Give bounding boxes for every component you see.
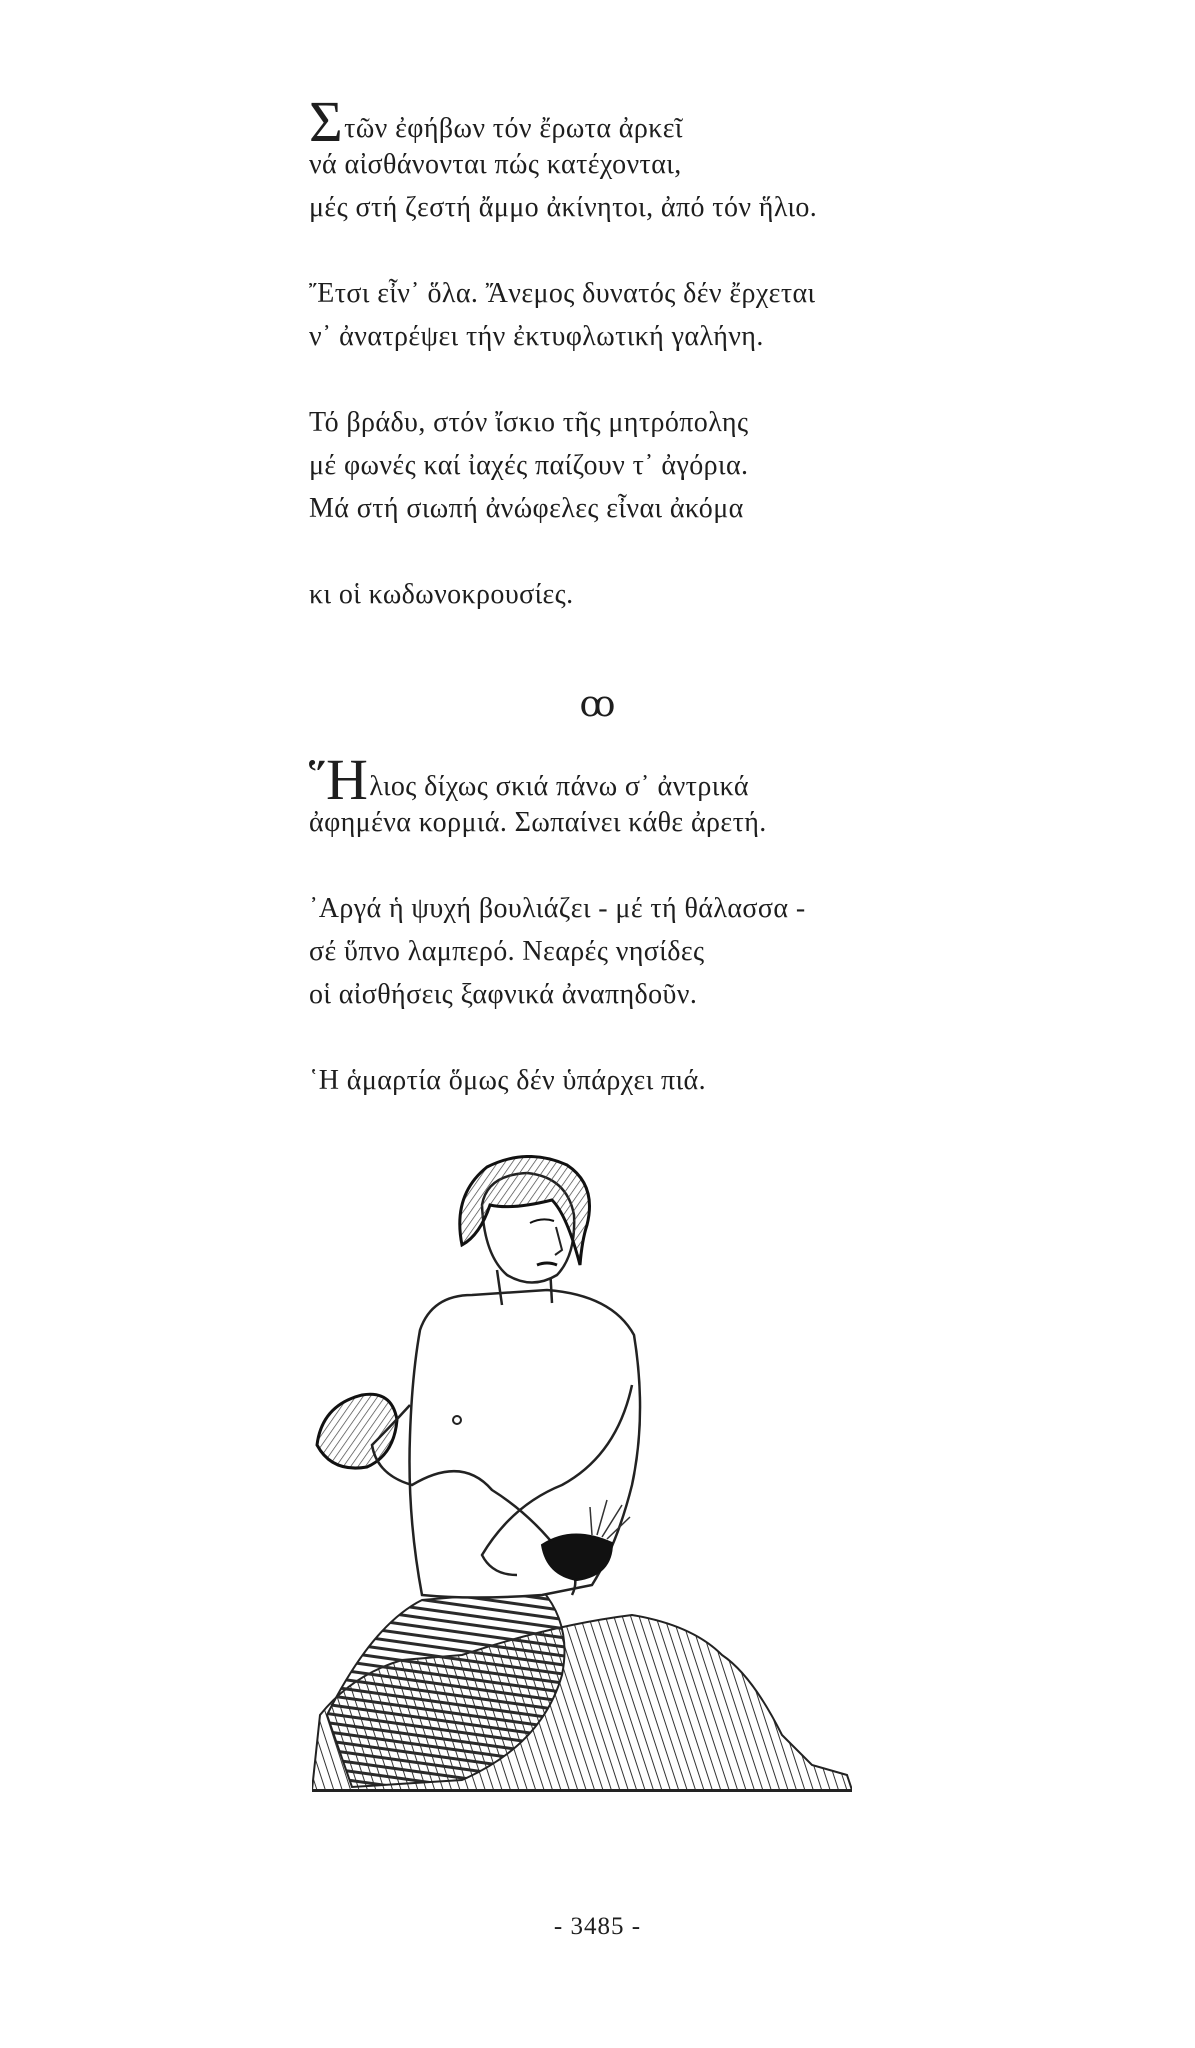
- poem-line: Τό βράδυ, στόν ἴσκιο τῆς μητρόπολης: [309, 407, 749, 438]
- stanza-break: [309, 530, 1009, 573]
- poem-line: Μά στή σιωπή ἀνώφελες εἶναι ἀκόμα: [309, 493, 744, 524]
- page-number: - 3485 -: [553, 1913, 642, 1940]
- poem-line: [309, 89, 1009, 154]
- poem-two: [309, 747, 1009, 1102]
- poem-line: Ἔτσι εἶν᾽ ὅλα. Ἄνεμος δυνατός δέν ἔρχεται: [309, 278, 816, 309]
- poem-line-text: τῶν ἐφήβων τόν ἔρωτα ἀρκεῖ: [344, 113, 683, 144]
- poem-line: μέ φωνές καί ἰαχές παίζουν τ᾽ ἀγόρια.: [309, 450, 749, 481]
- poem-line: μές στή ζεστή ἄμμο ἀκίνητοι, ἀπό τόν ἥλιο.: [309, 192, 818, 223]
- poem-line: σέ ὕπνο λαμπερό. Νεαρές νησίδες: [309, 936, 705, 967]
- drop-cap-initial: Σ: [309, 89, 344, 154]
- drop-cap-initial: Ἥ: [309, 747, 369, 812]
- poem-line: [309, 747, 1009, 812]
- poem-line: κι οἱ κωδωνοκρουσίες.: [309, 579, 574, 610]
- stanza-break: [309, 358, 1009, 401]
- poem-line-text: λιος δίχως σκιά πάνω σ᾽ ἀντρικά: [369, 771, 749, 802]
- poem-line: ν᾽ ἀνατρέψει τήν ἐκτυφλωτική γαλήνη.: [309, 321, 764, 352]
- stanza-break: [309, 1016, 1009, 1059]
- figure-illustration: [312, 1155, 852, 1795]
- stanza-break: [309, 229, 1009, 272]
- poem-line: νά αἰσθάνονται πώς κατέχονται,: [309, 149, 682, 180]
- poem-line: ἀφημένα κορμιά. Σωπαίνει κάθε ἀρετή.: [309, 807, 767, 838]
- poem-line: οἱ αἰσθήσεις ξαφνικά ἀναπηδοῦν.: [309, 979, 698, 1010]
- poem-line: ᾽Αργά ἡ ψυχή βουλιάζει - μέ τή θάλασσα -: [309, 893, 806, 924]
- stanza-break: [309, 844, 1009, 887]
- section-ornament: ꝏ: [579, 684, 616, 724]
- poem-line: ῾Η ἁμαρτία ὅμως δέν ὑπάρχει πιά.: [309, 1065, 706, 1096]
- poem-one: [309, 89, 1009, 616]
